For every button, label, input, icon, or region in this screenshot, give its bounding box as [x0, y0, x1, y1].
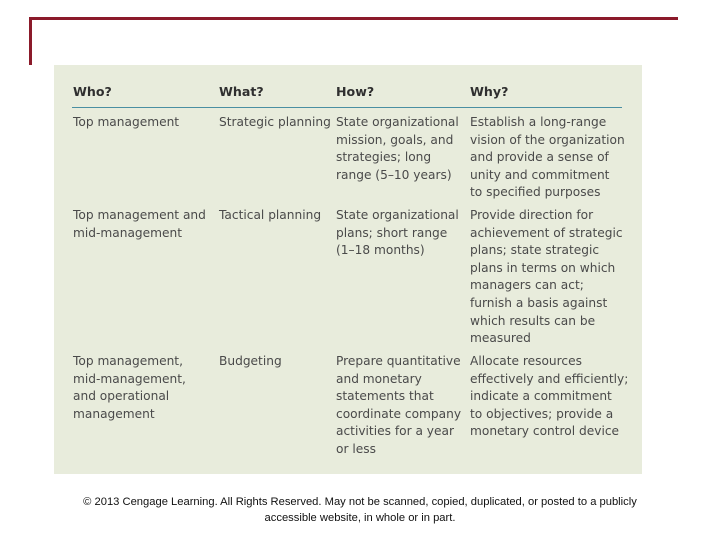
row-1-who: Top management	[73, 115, 180, 129]
row-1-how: State organizational mission, goals, and strategies; long range (5–10 years)	[336, 115, 459, 182]
row-2-how: State organizational plans; short range (1–18 months)	[336, 208, 459, 258]
row-3-who: Top management, mid-management, and operational management	[73, 354, 186, 421]
row-3-what: Budgeting	[219, 354, 282, 368]
slide-top-rule	[29, 17, 678, 20]
slide-left-rule	[29, 17, 32, 65]
row-3-how: Prepare quantitative and monetary statements that coordinate company activities for a year or less	[336, 354, 462, 456]
row-3-why: Allocate resources effectively and efficiently; indicate a commitment to objectives; provide a monetary control device	[470, 354, 629, 439]
header-how: How?	[336, 84, 375, 99]
copyright-notice: © 2013 Cengage Learning. All Rights Reserved. May not be scanned, copied, duplicated, or posted to a publicly accessible website, in whole or in part.	[83, 496, 637, 524]
row-1-why: Establish a long-range vision of the organization and provide a sense of unity and commitment to specified purposes	[470, 115, 625, 200]
header-divider	[72, 107, 622, 108]
row-2-why: Provide direction for achievement of strategic plans; state strategic plans in terms on which managers can act; furnish a basis against which results can be measured	[470, 208, 623, 346]
header-why: Why?	[470, 84, 509, 99]
row-2-who: Top management and mid-management	[73, 208, 206, 240]
row-2-what: Tactical planning	[219, 208, 322, 222]
row-1-what: Strategic planning	[219, 115, 331, 129]
header-what: What?	[219, 84, 264, 99]
header-who: Who?	[73, 84, 112, 99]
